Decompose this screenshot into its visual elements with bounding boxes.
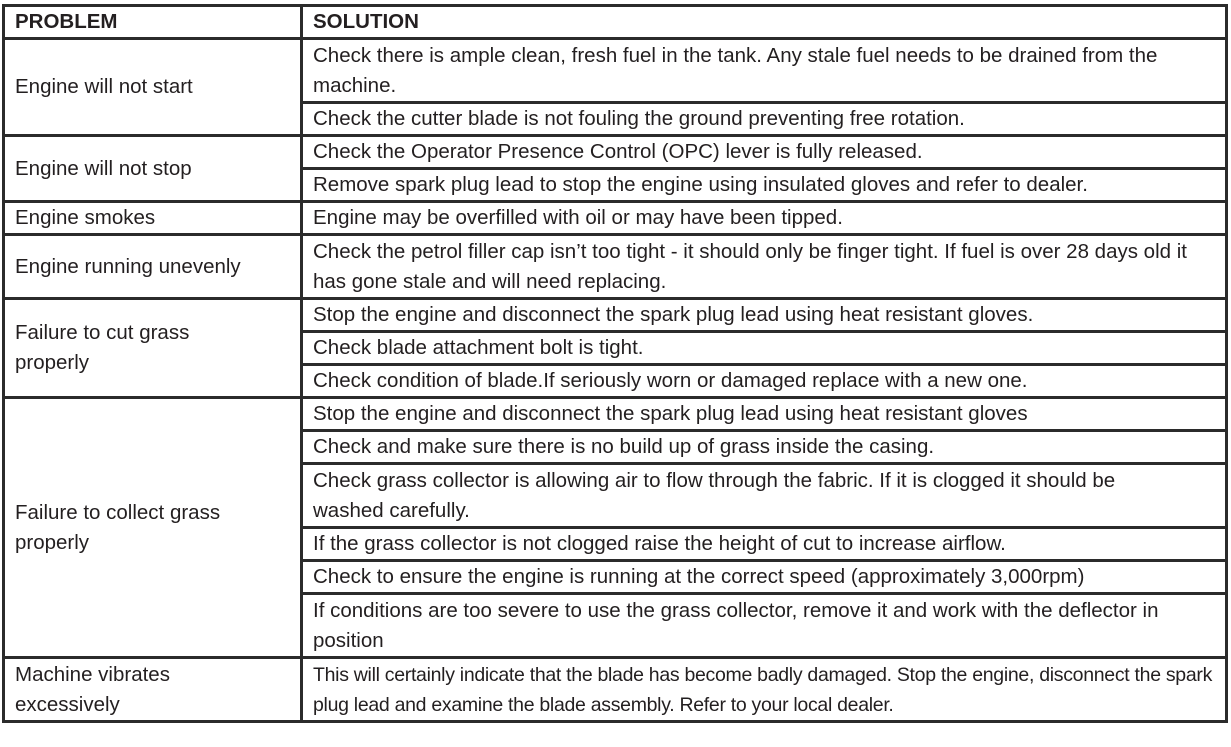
table-row	[4, 299, 1227, 332]
solution-column-header: SOLUTION	[302, 6, 1227, 39]
problem-cell: Failure to collect grass properly	[4, 398, 302, 658]
table-row	[4, 39, 1227, 103]
problem-cell: Failure to cut grass properly	[4, 299, 302, 398]
solution-cell: Check the petrol filler cap isn’t too tight - it should only be finger tight. If fuel is over 28 days old it has gone stale and will need replacing.	[302, 235, 1227, 299]
solution-cell: Check there is ample clean, fresh fuel in the tank. Any stale fuel needs to be drained from the machine.	[302, 39, 1227, 103]
solution-cell: Stop the engine and disconnect the spark plug lead using heat resistant gloves	[302, 398, 1227, 431]
solution-cell: Check blade attachment bolt is tight.	[302, 332, 1227, 365]
solution-cell: Check condition of blade.If seriously worn or damaged replace with a new one.	[302, 365, 1227, 398]
solution-cell: This will certainly indicate that the blade has become badly damaged. Stop the engine, disconnect the spark plug lead and examine the blade assembly. Refer to your local dealer.	[302, 658, 1227, 722]
solution-cell: Remove spark plug lead to stop the engine using insulated gloves and refer to dealer.	[302, 169, 1227, 202]
solution-cell: Check the cutter blade is not fouling the ground preventing free rotation.	[302, 103, 1227, 136]
problem-cell: Engine running unevenly	[4, 235, 302, 299]
table-row	[4, 202, 1227, 235]
solution-cell: Check to ensure the engine is running at the correct speed (approximately 3,000rpm)	[302, 561, 1227, 594]
troubleshooting-table	[2, 4, 1228, 723]
solution-cell: Check grass collector is allowing air to flow through the fabric. If it is clogged it should be washed carefully.	[302, 464, 1227, 528]
problem-cell: Engine will not start	[4, 39, 302, 136]
header-row	[4, 6, 1227, 39]
solution-cell: Check the Operator Presence Control (OPC) lever is fully released.	[302, 136, 1227, 169]
table-row	[4, 658, 1227, 722]
table-row	[4, 235, 1227, 299]
table-row	[4, 136, 1227, 169]
solution-cell: If conditions are too severe to use the grass collector, remove it and work with the deflector in position	[302, 594, 1227, 658]
problem-column-header: PROBLEM	[4, 6, 302, 39]
solution-cell: Engine may be overfilled with oil or may have been tipped.	[302, 202, 1227, 235]
solution-cell: If the grass collector is not clogged raise the height of cut to increase airflow.	[302, 528, 1227, 561]
solution-cell: Check and make sure there is no build up of grass inside the casing.	[302, 431, 1227, 464]
table-row	[4, 398, 1227, 431]
problem-cell: Machine vibrates excessively	[4, 658, 302, 722]
problem-cell: Engine smokes	[4, 202, 302, 235]
problem-cell: Engine will not stop	[4, 136, 302, 202]
solution-cell: Stop the engine and disconnect the spark plug lead using heat resistant gloves.	[302, 299, 1227, 332]
